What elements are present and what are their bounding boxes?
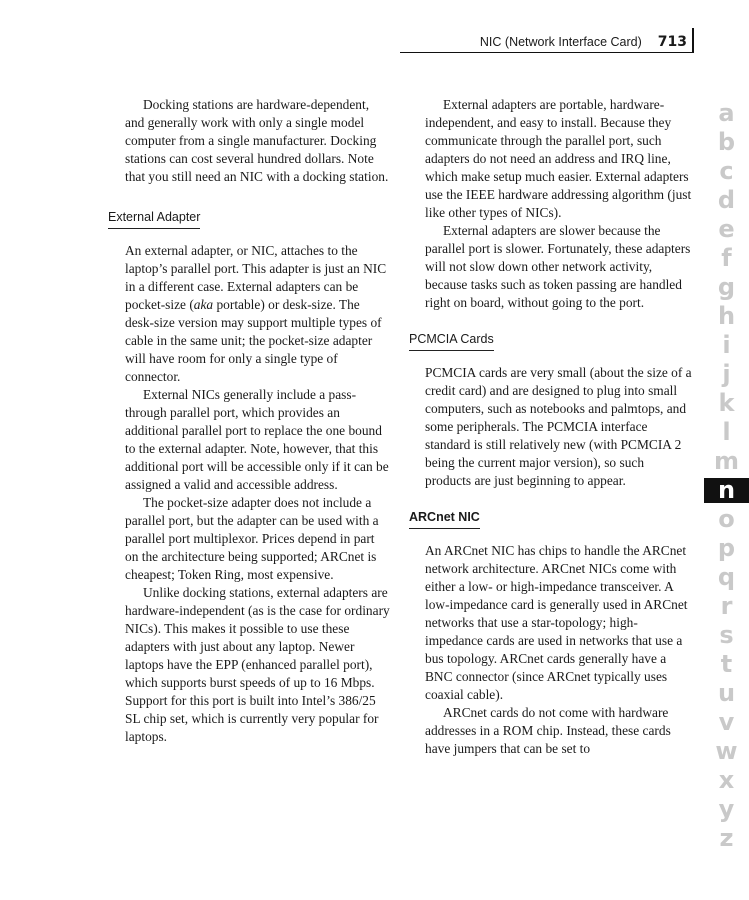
- thumb-letter-d: d: [717, 186, 736, 214]
- running-header: [400, 28, 694, 53]
- paragraph-arcnet-addresses: ARCnet cards do not come with hardware addresses in a ROM chip. Instead, these cards have jumpers that can be set to: [425, 705, 671, 756]
- page-number: 713: [657, 34, 687, 50]
- thumb-letter-i: i: [722, 331, 731, 359]
- thumb-letter-z: z: [719, 824, 734, 852]
- thumb-letter-l: l: [722, 418, 731, 446]
- thumb-letter-r: r: [720, 592, 733, 620]
- thumb-letter-x: x: [718, 766, 735, 794]
- thumb-letter-e: e: [718, 215, 735, 243]
- thumb-letter-m: m: [713, 447, 739, 475]
- left-column: [108, 96, 390, 746]
- paragraph-arcnet-intro: An ARCnet NIC has chips to handle the ARCnet network architecture. ARCnet NICs come with either a low- or high-impedance transceiver. A low-impedance card is generally used in ARCnet networks that use a star-topology; high-impedance cards are used in networks that use a bus topology. ARCnet cards generally have a BNC connector (since ARCnet typically uses coaxial cable).: [425, 543, 688, 702]
- right-column: [409, 96, 692, 758]
- paragraph-pass-through: External NICs generally include a pass-through parallel port, which provides an additional parallel port to replace the one bound to the external adapter. Note, however, that this additional port will be accessible only if it can be assigned a valid and accessible address.: [125, 387, 389, 492]
- emphasis-aka: aka: [193, 297, 214, 312]
- thumb-letter-v: v: [718, 708, 735, 736]
- thumb-letter-u: u: [717, 679, 736, 707]
- text-run: portable) or desk-size. The desk-size version may support multiple types of cable in the same unit; the pocket-size adapter will have room for only a single type of connector.: [125, 297, 382, 384]
- text-run: An external adapter, or NIC, attaches to the laptop’s parallel port. This adapter is just an NIC in a different case. External adapters can be pocket-size (: [125, 243, 387, 312]
- thumb-letter-c: c: [719, 157, 734, 185]
- thumb-letter-y: y: [718, 795, 735, 823]
- paragraph-hardware-independent: Unlike docking stations, external adapters are hardware-independent (as is the case for ordinary NICs). This makes it possible to use these adapters with just about any laptop. Newer laptops have the EPP (enhanced parallel port), which supports burst speeds of up to 16 Mbps. Support for this port is built into Intel’s 386/25 SL chip set, which is currently very popular for laptops.: [125, 585, 390, 744]
- heading-arcnet-nic: ARCnet NIC: [409, 508, 480, 529]
- heading-pcmcia-cards: PCMCIA Cards: [409, 330, 494, 351]
- paragraph-docking-stations: Docking stations are hardware-dependent, and generally work with only a single model computer from a single manufacturer. Docking stations can cost several hundred dollars. Note that you still need an NIC with a docking station.: [125, 97, 389, 184]
- thumb-letter-w: w: [715, 737, 738, 765]
- paragraph-external-adapter-intro: [125, 242, 390, 386]
- thumb-letter-h: h: [717, 302, 736, 330]
- thumb-letter-k: k: [718, 389, 735, 417]
- paragraph-portable: External adapters are portable, hardware-independent, and easy to install. Because they communicate through the parallel port, such adapters do not need an address and IRQ line, which make setup much easier. External adapters use the IEEE hardware addressing algorithm (just like other types of NICs).: [425, 97, 692, 220]
- thumb-letter-j: j: [722, 360, 731, 388]
- thumb-letter-n-active: n: [704, 478, 749, 503]
- thumb-letter-q: q: [717, 563, 736, 591]
- thumb-letter-f: f: [721, 244, 732, 272]
- header-title: NIC (Network Interface Card): [479, 35, 642, 49]
- thumb-letter-p: p: [717, 534, 736, 562]
- paragraph-pcmcia: PCMCIA cards are very small (about the size of a credit card) and are designed to plug into small computers, such as notebooks and palmtops, and some peripherals. The PCMCIA interface standard is still relatively new (with PCMCIA 2 being the current major version), so such products are just beginning to appear.: [425, 365, 692, 488]
- paragraph-slower: External adapters are slower because the parallel port is slower. Fortunately, these adapters will not slow down other network activity, because tasks such as token passing are handled right on board, without going to the port.: [425, 223, 691, 310]
- thumb-letter-b: b: [717, 128, 736, 156]
- thumb-letter-s: s: [719, 621, 734, 649]
- thumb-letter-g: g: [717, 273, 736, 301]
- paragraph-pocket-size: The pocket-size adapter does not include a parallel port, but the adapter can be used with a parallel port multiplexor. Prices depend in part on the architecture being supported; ARCnet is cheapest; Token Ring, most expensive.: [125, 495, 379, 582]
- thumb-letter-o: o: [718, 505, 735, 533]
- heading-external-adapter: External Adapter: [108, 208, 200, 229]
- thumb-letter-t: t: [720, 650, 733, 678]
- thumb-letter-a: a: [718, 99, 735, 127]
